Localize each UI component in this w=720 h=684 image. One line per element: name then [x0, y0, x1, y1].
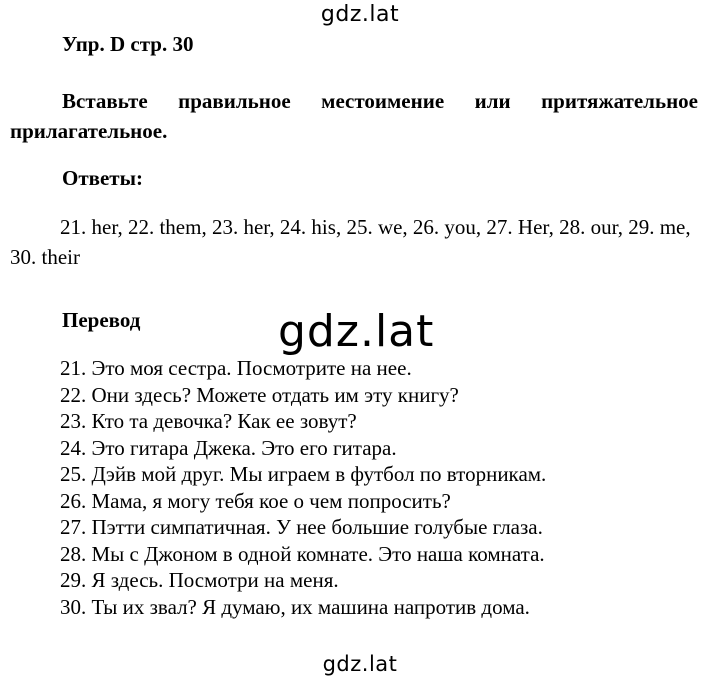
translation-item: 23. Кто та девочка? Как ее зовут?	[60, 409, 357, 433]
task-instruction-line-1: Вставьте правильное местоимение или притяжательное	[62, 89, 698, 113]
translation-item: 25. Дэйв мой друг. Мы играем в футбол по вторникам.	[60, 462, 547, 486]
translation-item: 24. Это гитара Джека. Это его гитара.	[60, 435, 397, 460]
translation-item: 28. Мы с Джоном в одной комнате. Это наша комната.	[60, 541, 545, 566]
exercise-reference: Упр. D стр. 30	[62, 32, 194, 56]
task-instruction	[10, 86, 698, 146]
translation-item: 22. Они здесь? Можете отдать им эту книгу?	[60, 382, 459, 407]
watermark-center: gdz.lat	[278, 306, 435, 357]
translation-item: 29. Я здесь. Посмотри на меня.	[60, 568, 339, 592]
answers-heading: Ответы:	[62, 166, 144, 190]
answers-content: 21. her, 22. them, 23. her, 24. his, 25. we, 26. you, 27. Her, 28. our, 29. me, 30. their	[10, 215, 691, 269]
translation-item: 21. Это моя сестра. Посмотрите на нее.	[60, 356, 412, 380]
watermark-top: gdz.lat	[320, 2, 400, 27]
translation-item: 26. Мама, я могу тебя кое о чем попросить?	[60, 488, 451, 513]
watermark-bottom: gdz.lat	[322, 652, 398, 676]
translation-item: 27. Пэтти симпатичная. У нее большие голубые глаза.	[60, 515, 543, 539]
answers-text	[10, 212, 700, 272]
translation-heading: Перевод	[62, 308, 141, 332]
translation-item: 30. Ты их звал? Я думаю, их машина напротив дома.	[60, 594, 530, 619]
task-instruction-line-2: прилагательное.	[10, 119, 168, 143]
translation-list	[60, 355, 546, 620]
